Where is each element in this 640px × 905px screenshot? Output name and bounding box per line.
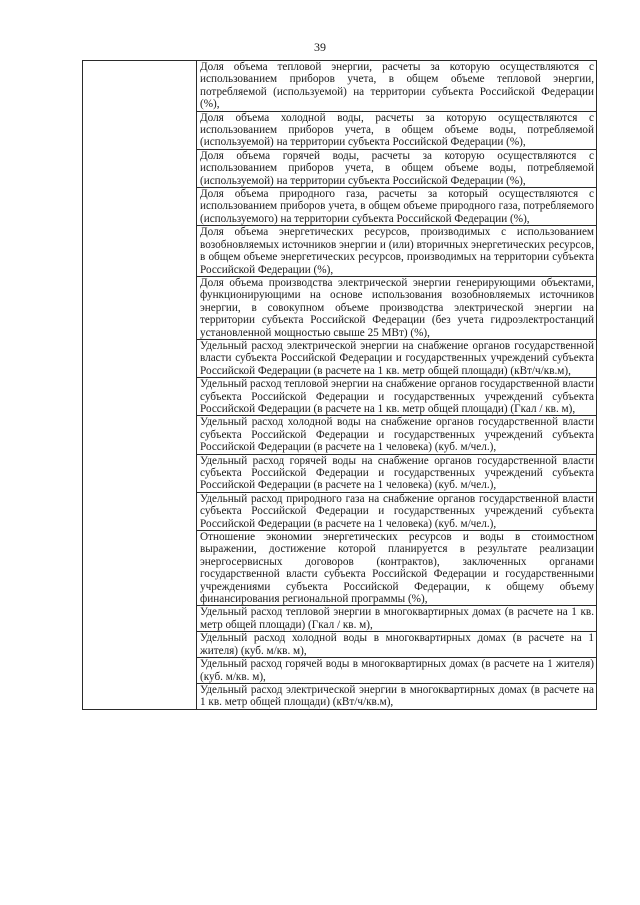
indicators-table	[82, 60, 597, 710]
indicator-cell: Удельный расход тепловой энергии в многоквартирных домах (в расчете на 1 кв. метр общей площади) (Гкал / кв. м),	[197, 606, 597, 632]
indicator-cell: Доля объема холодной воды, расчеты за которую осуществляются с использованием приборов учета, в общем объеме воды, потребляемой (используемой) на территории субъекта Российской Федерации (%),	[197, 111, 597, 149]
indicator-cell: Удельный расход электрической энергии в многоквартирных домах (в расчете на 1 кв. метр общей площади) (кВт/ч/кв.м),	[197, 683, 597, 709]
table-row	[83, 61, 597, 112]
indicator-cell: Доля объема производства электрической энергии генерирующими объектами, функционирующими на основе использования возобновляемых источников энергии, в совокупном объеме производства электрической энергии на территории субъекта Российской Федерации (без учета гидроэлектростанций установленной мощностью свыше 25 МВт) (%),	[197, 276, 597, 339]
indicator-cell: Удельный расход горячей воды на снабжение органов государственной власти субъекта Российской Федерации и государственных учреждений субъекта Российской Федерации (в расчете на 1 человека) (куб. м/чел.),	[197, 454, 597, 492]
indicator-cell: Удельный расход холодной воды в многоквартирных домах (в расчете на 1 жителя) (куб. м/кв. м),	[197, 632, 597, 658]
indicator-cell: Доля объема природного газа, расчеты за который осуществляются с использованием приборов учета, в общем объеме природного газа, потребляемого (используемого) на территории субъекта Российской Федерации (%),	[197, 188, 597, 226]
indicator-cell: Доля объема энергетических ресурсов, производимых с использованием возобновляемых источников энергии и (или) вторичных энергетических ресурсов, в общем объеме энергетических ресурсов, производимых на территории субъекта Российской Федерации (%),	[197, 226, 597, 277]
indicator-cell: Удельный расход тепловой энергии на снабжение органов государственной власти субъекта Российской Федерации и государственных учреждений субъекта Российской Федерации (в расчете на 1 кв. метр общей площади) (Гкал / кв. м),	[197, 378, 597, 416]
left-column-cell	[83, 61, 197, 710]
page-number: 39	[314, 40, 326, 54]
indicator-cell: Отношение экономии энергетических ресурсов и воды в стоимостном выражении, достижение которой планируется в результате реализации энергосервисных договоров (контрактов), заключенных органами государственной власти субъекта Российской Федерации и государственными учреждениями субъекта Российской Федерации, к общему объему финансирования региональной программы (%),	[197, 531, 597, 606]
indicator-cell: Удельный расход холодной воды на снабжение органов государственной власти субъекта Российской Федерации и государственных учреждений субъекта Российской Федерации (в расчете на 1 человека) (куб. м/чел.),	[197, 416, 597, 454]
indicator-cell: Удельный расход природного газа на снабжение органов государственной власти субъекта Российской Федерации и государственных учреждений субъекта Российской Федерации (в расчете на 1 человека) (куб. м/чел.),	[197, 492, 597, 530]
indicator-cell: Удельный расход электрической энергии на снабжение органов государственной власти субъекта Российской Федерации и государственных учреждений субъекта Российской Федерации (в расчете на 1 кв. метр общей площади) (кВт/ч/кв.м),	[197, 339, 597, 377]
indicator-cell: Доля объема горячей воды, расчеты за которую осуществляются с использованием приборов учета, в общем объеме воды, потребляемой (используемой) на территории субъекта Российской Федерации (%),	[197, 149, 597, 187]
indicator-cell: Удельный расход горячей воды в многоквартирных домах (в расчете на 1 жителя) (куб. м/кв. м),	[197, 658, 597, 684]
indicator-cell: Доля объема тепловой энергии, расчеты за которую осуществляются с использованием приборов учета, в общем объеме тепловой энергии, потребляемой (используемой) на территории субъекта Российской Федерации (%),	[197, 61, 597, 112]
